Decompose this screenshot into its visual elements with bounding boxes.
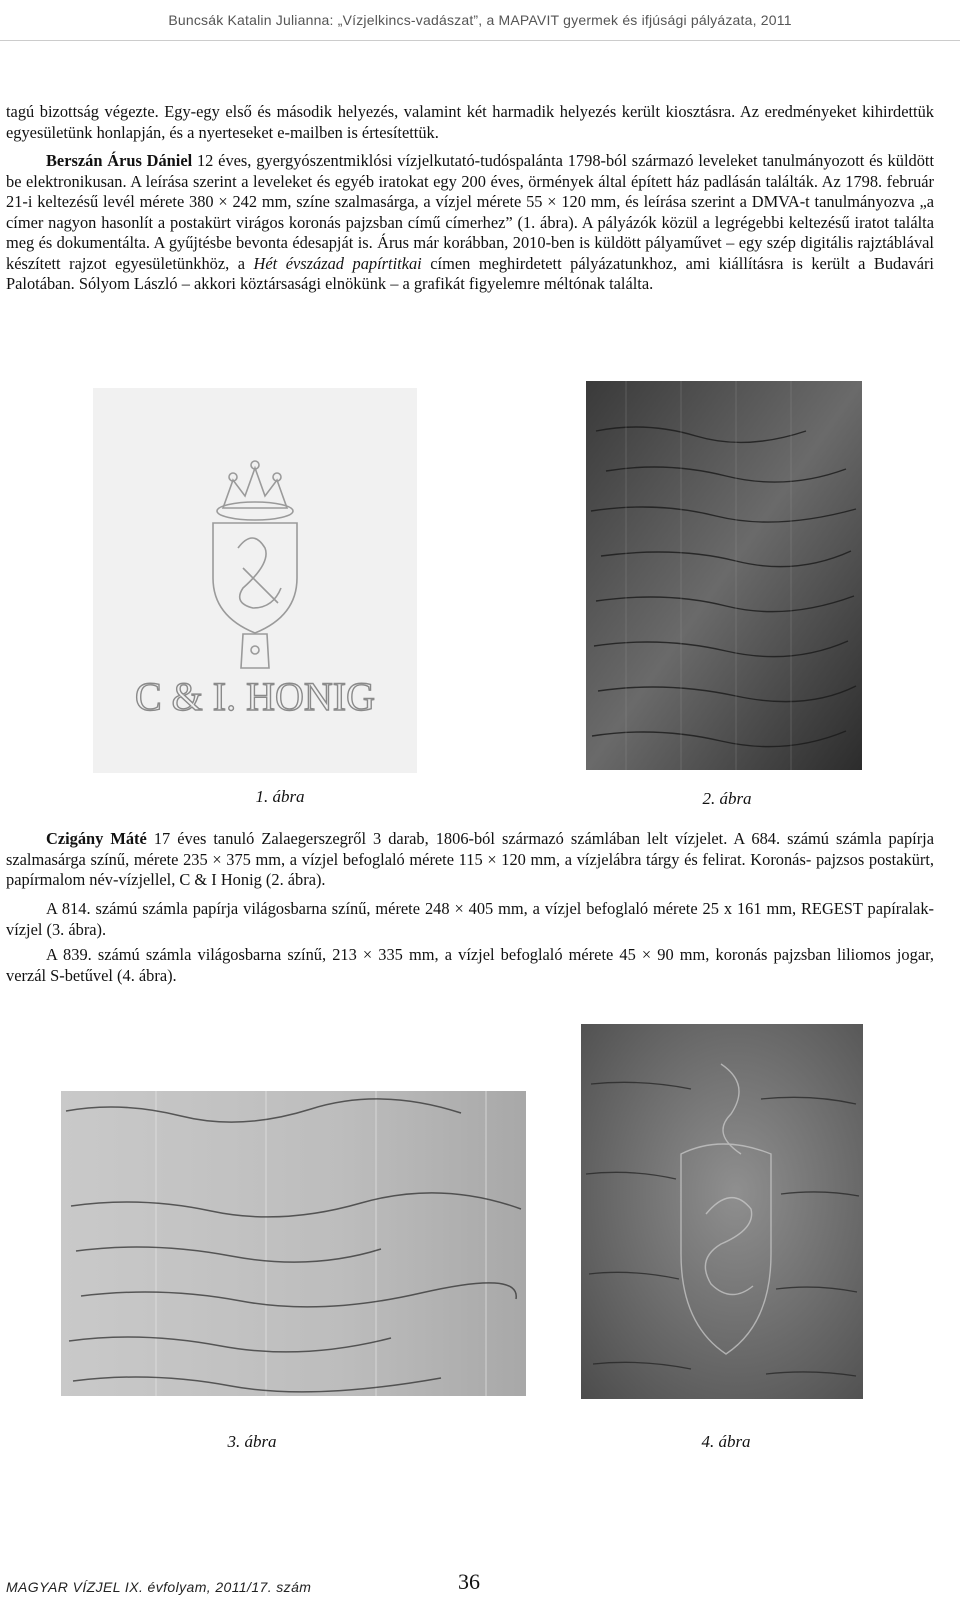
author-name-berszan: Berszán Árus Dániel xyxy=(46,151,193,170)
berszan-text-b: címen meghirdetett pályázatunkhoz, ami kiállításra is került a Budavári Palotában. Sólyom László – akkori köztársasági elnökünk – a grafikát figyelemre méltónak találta. xyxy=(6,253,934,293)
berszan-text-a: 12 éves, gyergyószentmiklósi vízjelkutató-tudóspalánta 1798-ból származó leveleket tanulmányozott és küldött be elektronikusan. A leírása szerint a leveleket és egyéb iratokat egy 200 éves, örmények által épített ház padlásán találták. Az 1798. február 21-i keltezésű levél mérete 380 × 242 mm, színe szalmasárga, a vízjel mérete 55 × 120 mm, és leírása szerint a DMVA-t tanulmányozva „a címer nagyon hasonlít a postakürt virágos koronás pajzsban című címerhez” (1. ábra). A pályázók közül a legrégebbi keltezésű iratot találta meg és dokumentálta. A gyűjtésbe bevonta édesapját is. Árus már korábban, 2010-ben is küldött pályaművet – egy szép digitális rajztáblával készített rajzot egyesületünkhöz, a xyxy=(6,151,935,273)
honig-watermark-sketch xyxy=(93,388,417,773)
page-number: 36 xyxy=(458,1569,480,1594)
author-name-czigany: Czigány Máté xyxy=(46,829,147,848)
paragraph-czigany xyxy=(6,829,934,891)
header-divider xyxy=(0,40,960,41)
scan-photo-4 xyxy=(581,1024,863,1399)
figure-3-regest-scan xyxy=(61,1091,526,1396)
paragraph-intro xyxy=(6,102,934,143)
paragraph-berszan xyxy=(6,151,934,295)
figure-1-caption: 1. ábra xyxy=(255,787,305,806)
czigany-text: 17 éves tanuló Zalaegerszegről 3 darab, 1806-ból származó számlában lelt vízjelet. A 684. számú számla papírja szalmasárga színű, mérete 235 × 375 mm, a vízjel befoglaló mérete 115 × 120 mm, a vízjelábra tárgy és felirat. Koronás- pajzsos postakürt, papírmalom név-vízjellel, C & I Honig (2. ábra). xyxy=(6,829,934,889)
scan-photo-3 xyxy=(61,1091,526,1396)
figure-4-caption: 4. ábra xyxy=(701,1432,751,1451)
figure-1-watermark-drawing xyxy=(93,388,417,773)
journal-footer: MAGYAR VÍZJEL IX. évfolyam, 2011/17. szám xyxy=(6,1579,312,1595)
running-header: Buncsák Katalin Julianna: „Vízjelkincs-vadászat”, a MAPAVIT gyermek és ifjúsági pályázata, 2011 xyxy=(168,12,792,28)
intro-text: tagú bizottság végezte. Egy-egy első és második helyezés, valamint két harmadik helyezés került kiosztásra. Az eredményeket kihirdettük egyesületünk honlapján, és a nyerteseket e-mailben is értesítettük. xyxy=(6,102,934,142)
invoice-814-text: A 814. számú számla papírja világosbarna színű, mérete 248 × 405 mm, a vízjel befoglaló mérete 25 x 161 mm, REGEST papíralak- vízjel (3. ábra). xyxy=(6,899,934,939)
paragraph-839 xyxy=(6,945,934,986)
figure-2-scanned-letter xyxy=(586,381,862,770)
scan-photo-2 xyxy=(586,381,862,770)
figure-4-scepter-scan xyxy=(581,1024,863,1399)
invoice-839-text: A 839. számú számla világosbarna színű, 213 × 335 mm, a vízjel befoglaló mérete 45 × 90 mm, koronás pajzsban liliomos jogar, verzál S-betűvel (4. ábra). xyxy=(6,945,934,985)
figure-2-caption: 2. ábra xyxy=(702,789,752,808)
figure-3-caption: 3. ábra xyxy=(227,1432,277,1451)
watermark-lettering: C & I. HONIG xyxy=(135,674,375,719)
exhibition-title: Hét évszázad papírtitkai xyxy=(253,253,422,273)
paragraph-814 xyxy=(6,899,934,940)
